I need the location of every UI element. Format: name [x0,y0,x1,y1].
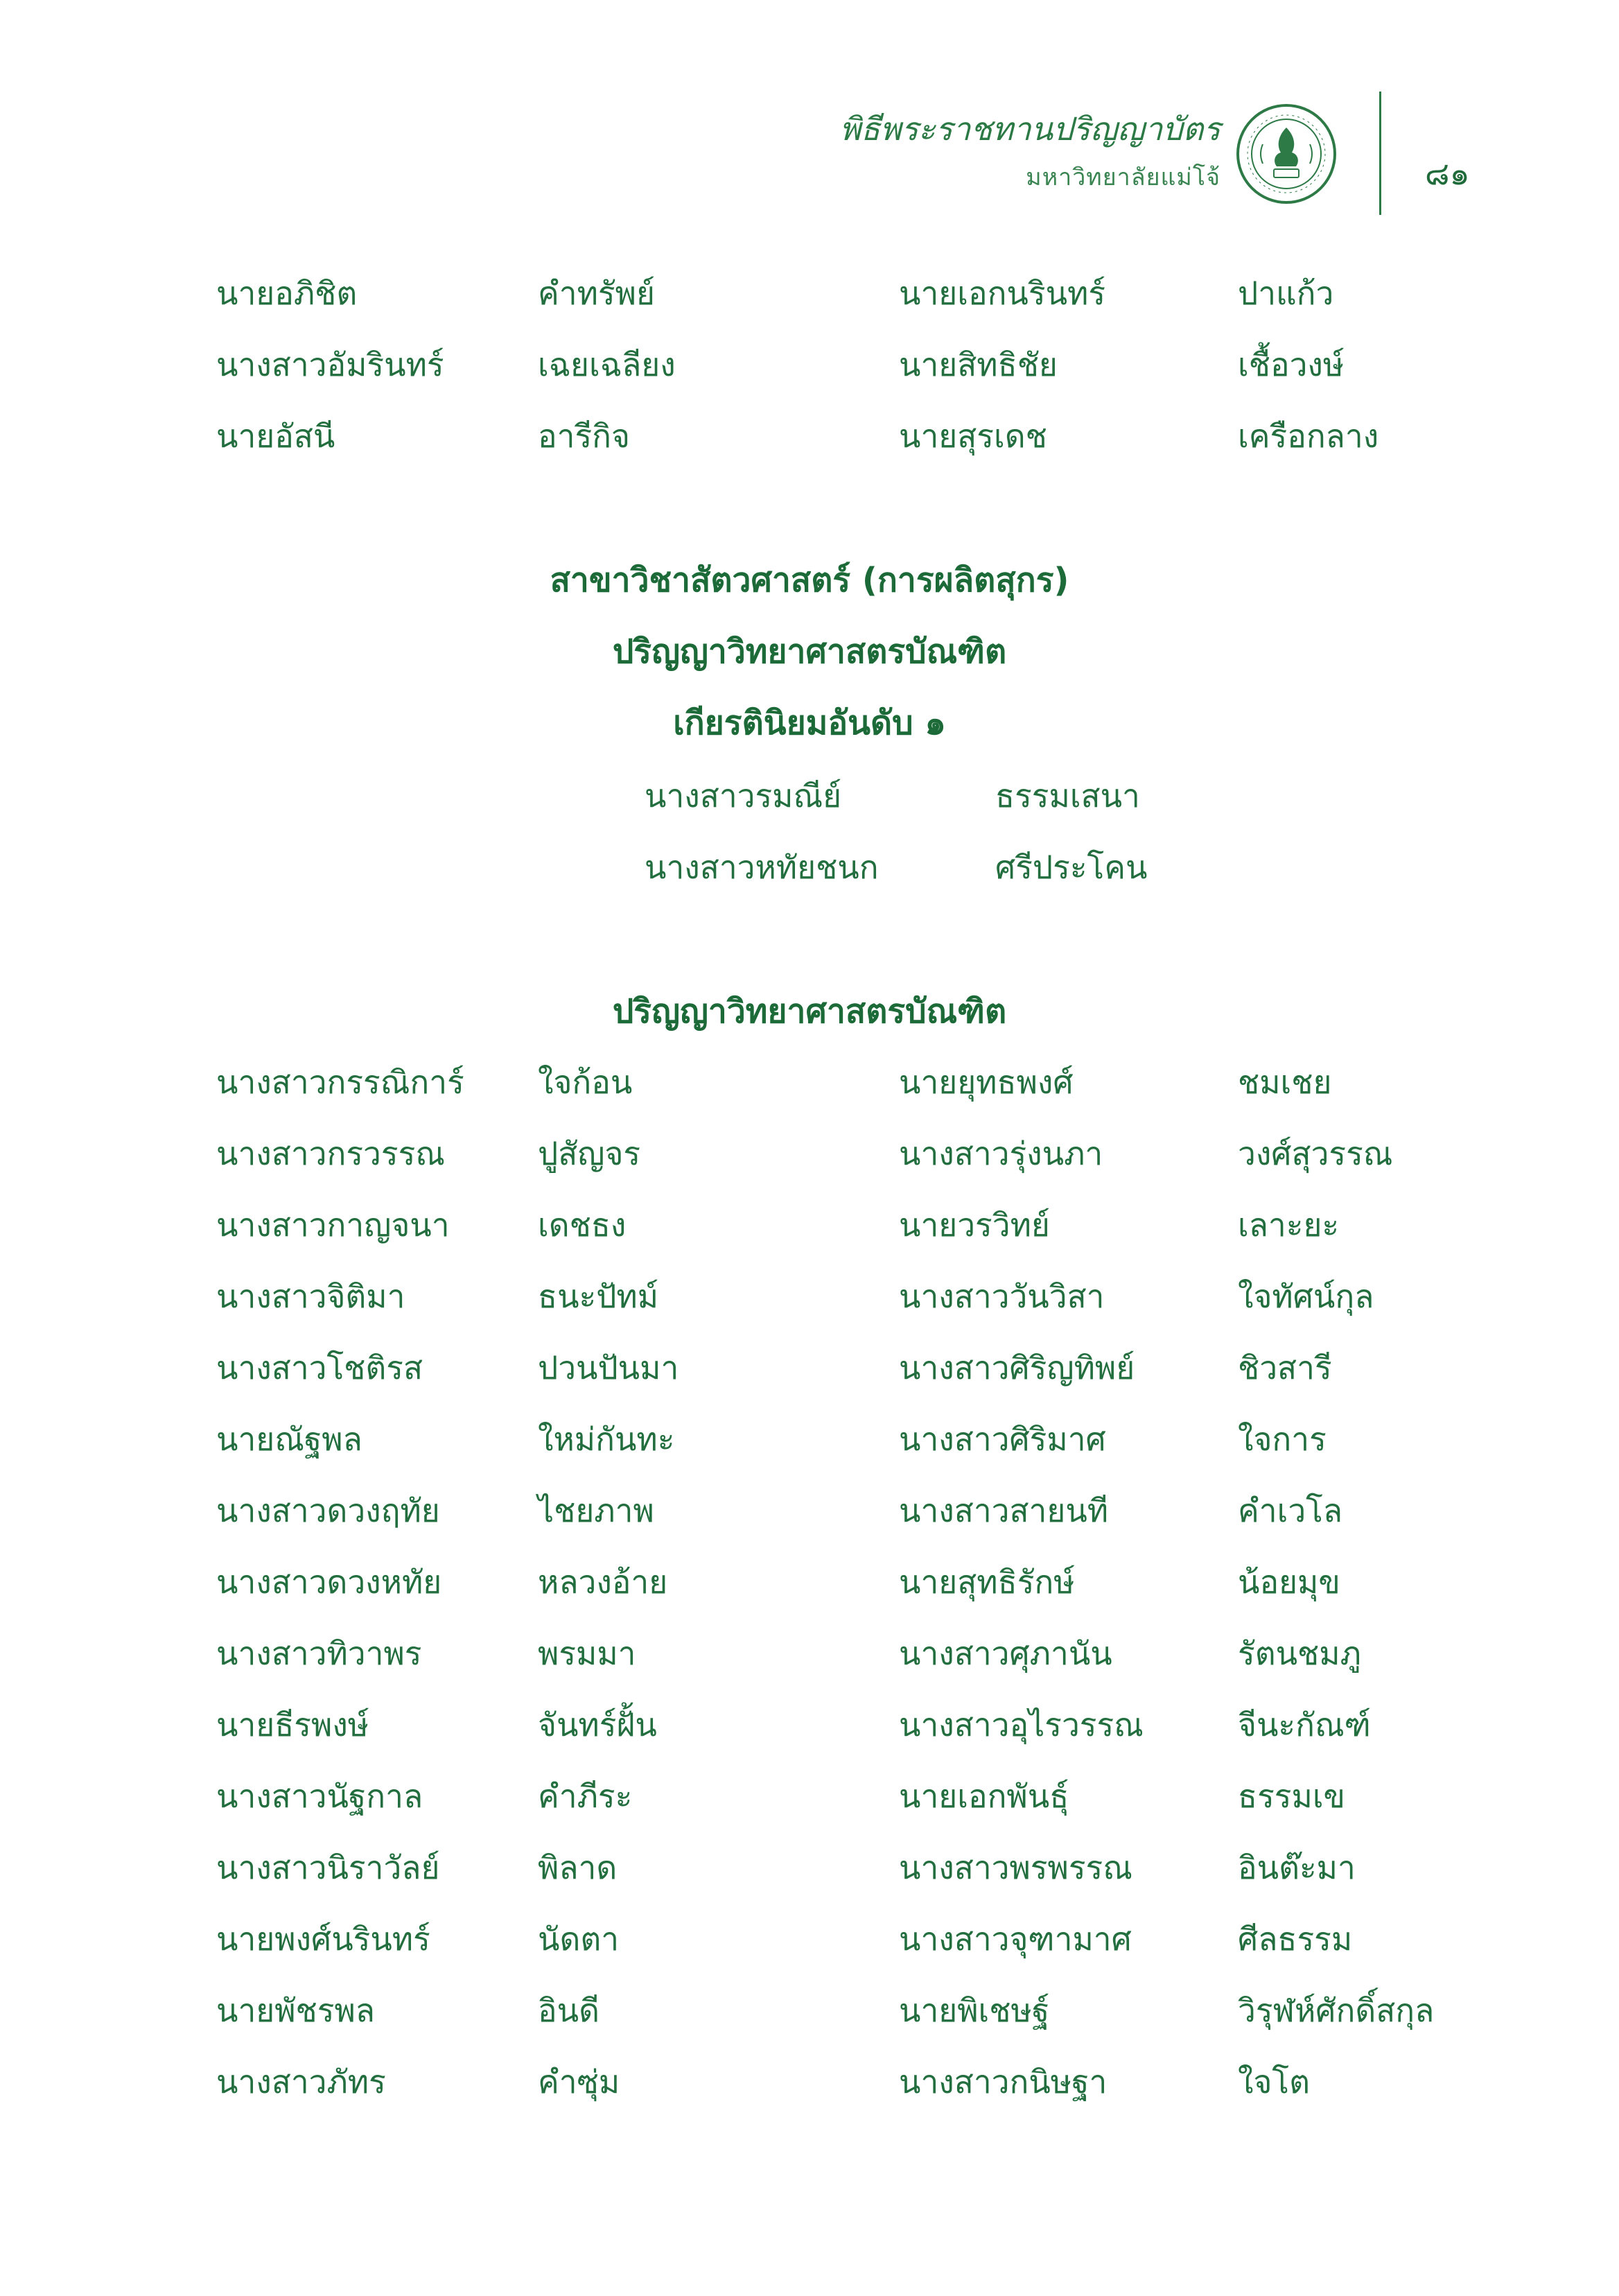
last-name: คำซุ่ม [538,2063,620,2101]
last-name: ใจการ [1238,1420,1327,1458]
graduate-row [0,1133,1619,1204]
first-name: นางสาววันวิสา [899,1278,1105,1315]
last-name: ใจโต [1238,2063,1310,2101]
graduate-row [0,1204,1619,1276]
last-name: ธรรมเข [1238,1777,1345,1815]
last-name: วิรุฬห์ศักดิ์สกุล [1238,1992,1435,2029]
graduate-row [0,1061,1619,1133]
graduate-row [0,1561,1619,1633]
graduate-row [0,846,1619,918]
first-name: นายสุรเดช [899,417,1047,455]
first-name: นางสาวกรรณิการ์ [216,1063,464,1101]
first-name: นางสาวรมณีย์ [645,777,842,815]
last-name: คำเวโล [1238,1492,1343,1529]
last-name: หลวงอ้าย [538,1563,668,1601]
last-name: ธนะปัทม์ [538,1278,659,1315]
first-name: นางสาวพรพรรณ [899,1849,1132,1886]
last-name: อินต๊ะมา [1238,1849,1356,1886]
last-name: ปูสัญจร [538,1135,641,1172]
first-name: นายพงศ์นรินทร์ [216,1920,430,1958]
first-name: นายเอกพันธุ์ [899,1777,1069,1815]
graduate-list-bottom [0,1061,1619,2132]
first-name: นางสาวอัมรินทร์ [216,346,444,383]
last-name: ศรีประโคน [995,849,1148,886]
first-name: นางสาวกาญจนา [216,1206,450,1244]
graduate-row [0,1490,1619,1561]
last-name: เชื้อวงษ์ [1238,346,1345,383]
first-name: นางสาวอุไรวรรณ [899,1706,1144,1743]
first-name: นางสาวหทัยชนก [645,849,879,886]
first-name: นางสาวนัฐกาล [216,1777,423,1815]
first-name: นางสาวกนิษฐา [899,2063,1108,2101]
ceremony-title: พิธีพระราชทานปริญญาบัตร [839,110,1220,148]
first-name: นายพิเชษฐ์ [899,1992,1050,2029]
first-name: นางสาวกรวรรณ [216,1135,445,1172]
first-name: นางสาวนิราวัลย์ [216,1849,440,1886]
first-name: นายสิทธิชัย [899,346,1058,383]
first-name: นางสาวรุ่งนภา [899,1135,1103,1172]
first-name: นางสาวจุฑามาศ [899,1920,1132,1958]
graduate-row [0,272,1619,344]
first-name: นายณัฐพล [216,1420,362,1458]
last-name: ปวนปันมา [538,1349,679,1386]
graduate-row [0,415,1619,487]
first-name: นางสาวจิติมา [216,1278,405,1315]
last-name: ใจก้อน [538,1063,633,1101]
last-name: เลาะยะ [1238,1206,1340,1244]
first-name: นายอภิชิต [216,275,358,312]
first-name: นางสาวดวงฤทัย [216,1492,440,1529]
header-divider [1379,92,1381,215]
last-name: อารีกิจ [538,417,630,455]
last-name: รัตนชมภู [1238,1635,1361,1672]
university-name: มหาวิทยาลัยแม่โจ้ [1026,164,1220,191]
graduate-row [0,1847,1619,1918]
last-name: ศีลธรรม [1238,1920,1353,1958]
last-name: คำภีระ [538,1777,633,1815]
graduate-row [0,1276,1619,1347]
graduate-row [0,1704,1619,1775]
first-name: นายยุทธพงศ์ [899,1063,1074,1101]
first-name: นางสาวภัทร [216,2063,386,2101]
last-name: ใหม่กันทะ [538,1420,675,1458]
honor-graduate-list [0,775,1619,918]
first-name: นางสาวศุภานัน [899,1635,1112,1672]
first-name: นายสุทธิรักษ์ [899,1563,1075,1601]
major-heading: สาขาวิชาสัตวศาสตร์ (การผลิตสุกร) [550,561,1069,600]
first-name: นายอัสนี [216,417,335,455]
graduate-list-top [0,272,1619,487]
first-name: นายเอกนรินทร์ [899,275,1106,312]
last-name: ธรรมเสนา [995,777,1140,815]
last-name: อินดี [538,1992,600,2029]
last-name: จีนะกัณฑ์ [1238,1706,1371,1743]
last-name: น้อยมุข [1238,1563,1340,1601]
graduate-row [0,1990,1619,2061]
graduate-row [0,2061,1619,2132]
first-name: นางสาวศิริญทิพย์ [899,1349,1135,1386]
last-name: วงศ์สุวรรณ [1238,1135,1393,1172]
first-name: นายพัชรพล [216,1992,375,2029]
last-name: นัดตา [538,1920,620,1958]
first-name: นางสาวทิวาพร [216,1635,422,1672]
page-number: ๘๑ [1425,155,1470,192]
degree-heading-2: ปริญญาวิทยาศาสตรบัณฑิต [612,992,1007,1031]
last-name: ชมเชย [1238,1063,1332,1101]
first-name: นางสาวดวงหทัย [216,1563,442,1601]
last-name: ไชยภาพ [538,1492,654,1529]
graduate-row [0,1918,1619,1990]
last-name: คำทรัพย์ [538,275,655,312]
first-name: นางสาวโชติรส [216,1349,423,1386]
last-name: พรมมา [538,1635,636,1672]
first-name: นายวรวิทย์ [899,1206,1050,1244]
last-name: ชิวสารี [1238,1349,1332,1386]
first-name: นายธีรพงษ์ [216,1706,369,1743]
last-name: ใจทัศน์กุล [1238,1278,1374,1315]
graduate-row [0,1633,1619,1704]
graduate-row [0,344,1619,415]
last-name: เดชธง [538,1206,627,1244]
first-name: นางสาวศิริมาศ [899,1420,1106,1458]
graduate-row [0,1418,1619,1490]
last-name: จันทร์ฝั้น [538,1706,657,1743]
graduate-row [0,1347,1619,1418]
degree-heading: ปริญญาวิทยาศาสตรบัณฑิต [612,632,1007,671]
last-name: ปาแก้ว [1238,275,1334,312]
last-name: พิลาด [538,1849,618,1886]
graduate-row [0,775,1619,846]
last-name: เฉยเฉลียง [538,346,676,383]
first-name: นางสาวสายนที [899,1492,1109,1529]
honor-heading: เกียรตินิยมอันดับ ๑ [673,704,946,742]
maejo-university-seal-icon [1235,103,1338,205]
graduate-row [0,1775,1619,1847]
last-name: เครือกลาง [1238,417,1379,455]
